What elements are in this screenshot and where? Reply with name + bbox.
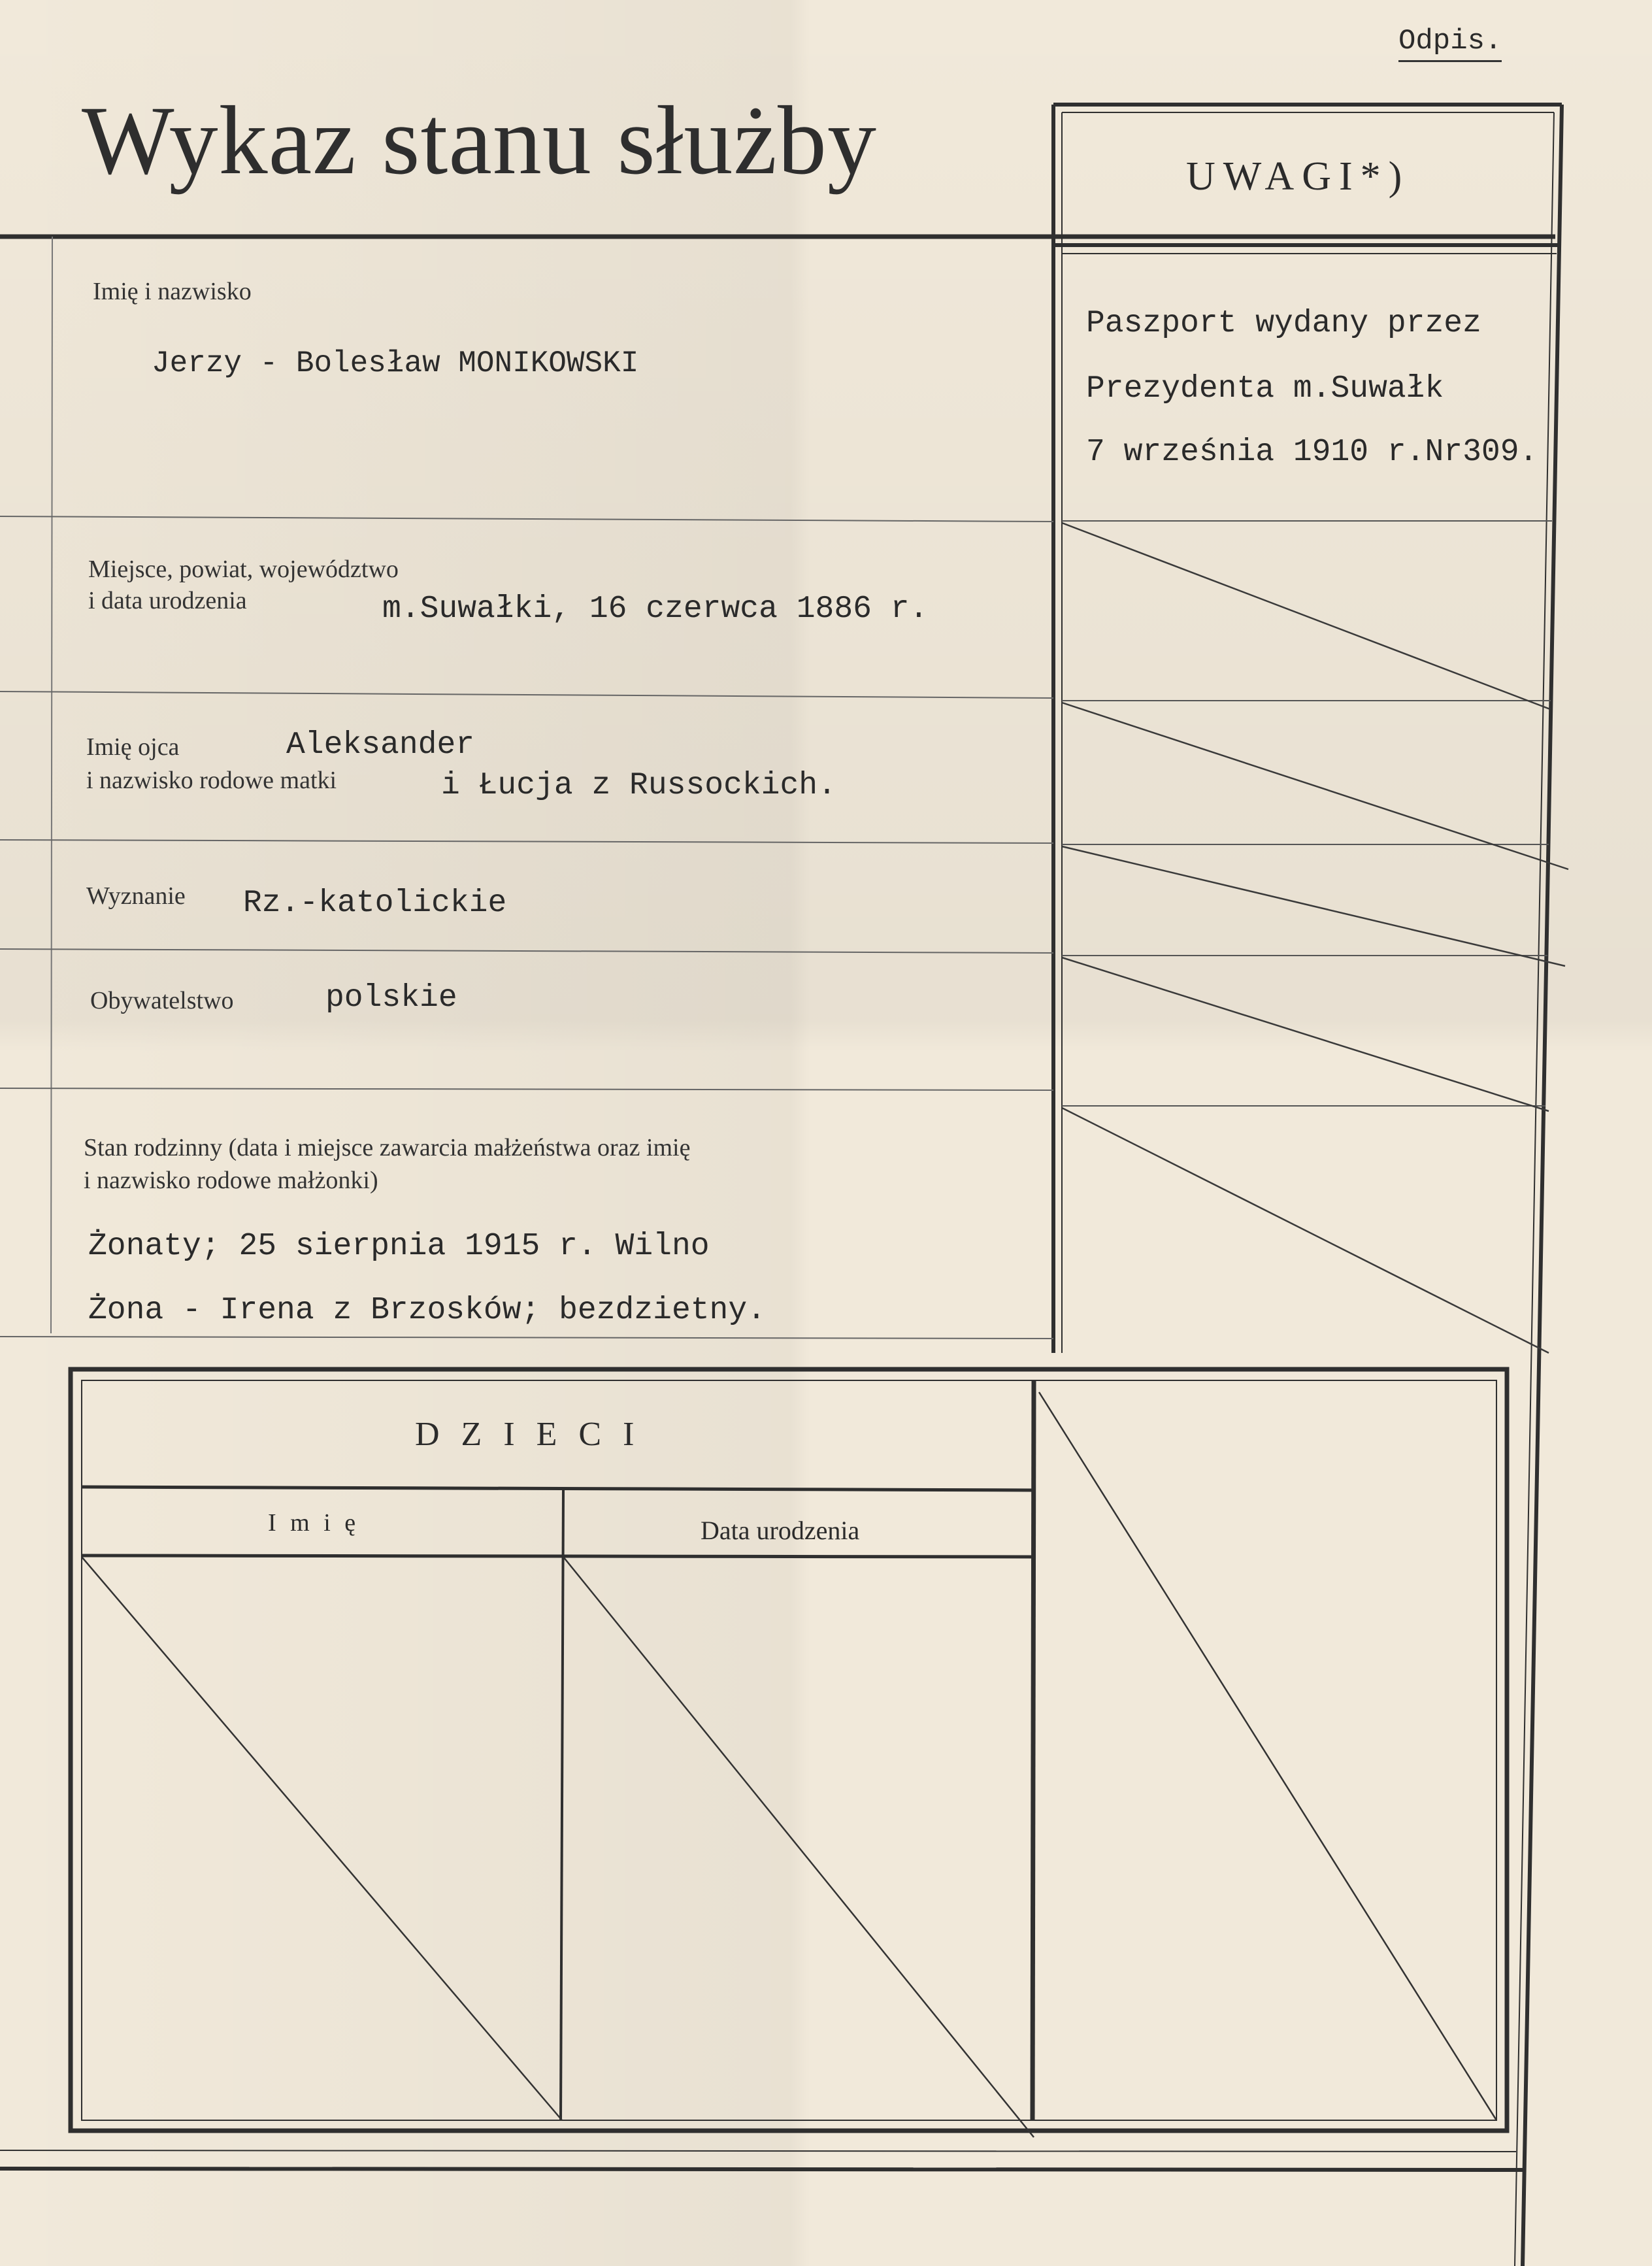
rdiag-5 (1062, 1108, 1549, 1353)
remarks-frame-right-inner (1515, 112, 1554, 2266)
cdiag-remarks (1039, 1392, 1496, 2120)
remarks-frame-right-outer (1523, 105, 1562, 2266)
children-col-rule (82, 1556, 1034, 1557)
left-margin-line (51, 237, 52, 1333)
bottom-rule-thin (0, 2150, 1516, 2152)
sep-religion (0, 949, 1053, 953)
name-value: Jerzy - Bolesław MONIKOWSKI (152, 346, 639, 380)
remarks-line2: Prezydenta m.Suwałk (1086, 371, 1444, 407)
sep-citizenship (0, 1088, 1053, 1090)
cdiag-name (82, 1557, 562, 2120)
family-label-line1: Stan rodzinny (data i miejsce zawarcia małżeństwa oraz imię (84, 1134, 691, 1161)
remarks-line3: 7 września 1910 r.Nr309. (1086, 435, 1538, 470)
name-label: Imię i nazwisko (93, 278, 252, 305)
religion-value: Rz.-katolickie (243, 886, 507, 921)
children-frame-outer (71, 1369, 1507, 2131)
children-col-name: I m i ę (268, 1509, 360, 1537)
children-col-divider (561, 1490, 563, 2120)
mother-value: i Łucja z Russockich. (441, 768, 836, 803)
family-label-line2: i nazwisko rodowe małżonki) (84, 1167, 378, 1194)
children-frame-inner (82, 1380, 1496, 2120)
children-heading-rule (82, 1487, 1034, 1490)
children-col-birth: Data urodzenia (701, 1516, 860, 1545)
birth-value: m.Suwałki, 16 czerwca 1886 r. (382, 591, 929, 627)
rdiag-4 (1062, 958, 1549, 1111)
rdiag-1 (1062, 523, 1550, 709)
rdiag-3 (1062, 846, 1565, 966)
remarks-line1: Paszport wydany przez (1086, 306, 1481, 341)
copy-mark: Odpis. (1398, 25, 1502, 62)
sep-birth (0, 691, 1053, 698)
family-value-line2: Żona - Irena z Brzosków; bezdzietny. (88, 1293, 766, 1328)
sep-name (0, 516, 1053, 522)
religion-label: Wyznanie (86, 882, 186, 910)
father-value: Aleksander (286, 727, 475, 763)
cdiag-birth (563, 1557, 1034, 2137)
birth-label-line1: Miejsce, powiat, województwo (88, 556, 399, 583)
sep-family (0, 1337, 1053, 1339)
sep-parents (0, 840, 1053, 843)
parents-label-line2: i nazwisko rodowe matki (86, 767, 337, 794)
birth-label-line2: i data urodzenia (88, 587, 247, 614)
family-value-line1: Żonaty; 25 sierpnia 1915 r. Wilno (88, 1229, 710, 1264)
parents-label-line1: Imię ojca (86, 733, 180, 761)
citizenship-value: polskie (325, 980, 457, 1016)
bottom-rule-thick (0, 2169, 1523, 2170)
page-title: Wykaz stanu służby (82, 86, 877, 195)
citizenship-label: Obywatelstwo (90, 987, 234, 1014)
remarks-heading: UWAGI*) (1186, 154, 1410, 199)
children-heading: D Z I E C I (415, 1416, 641, 1453)
